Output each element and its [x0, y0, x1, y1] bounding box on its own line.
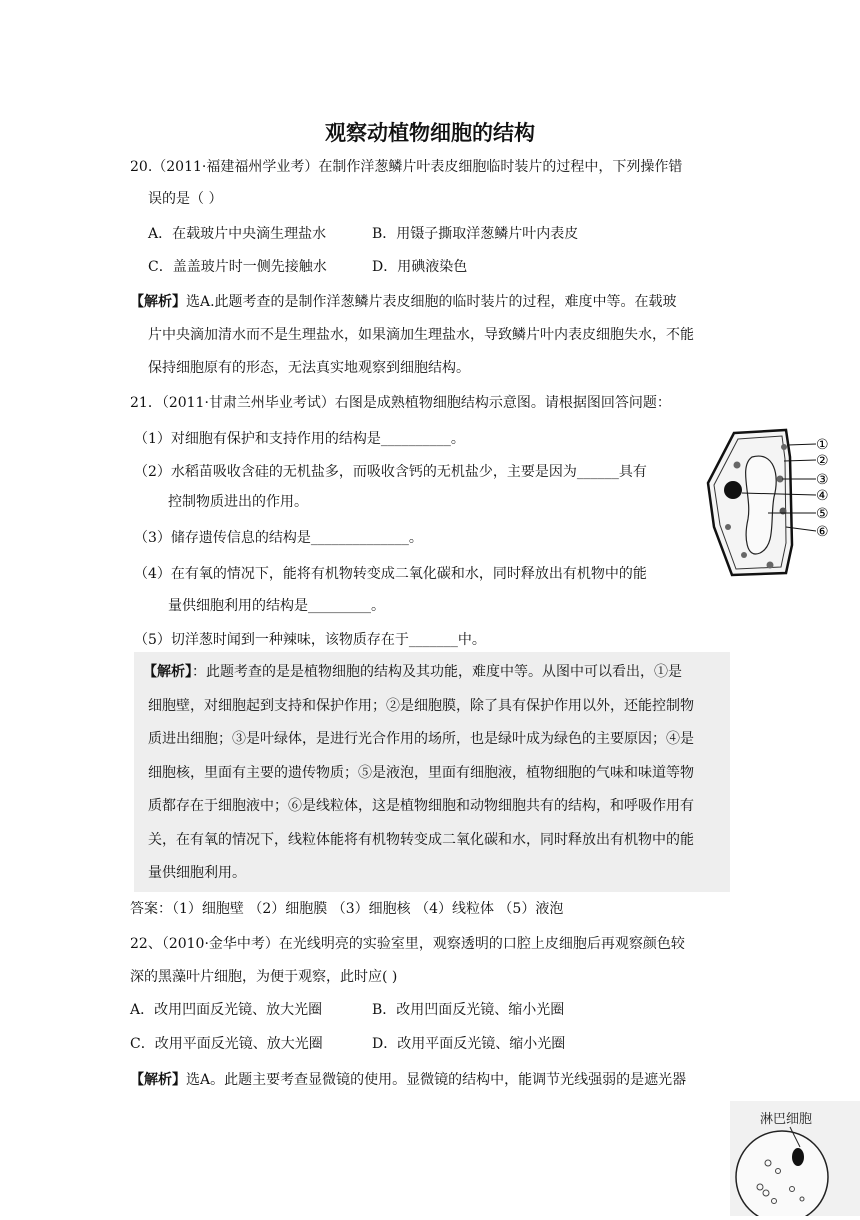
- page-title: 观察动植物细胞的结构: [325, 121, 535, 145]
- figure-label-5: ⑤: [816, 506, 829, 522]
- q21-explanation-line7: 量供细胞利用。: [148, 865, 246, 881]
- q20-option-c: C．盖盖玻片时一侧先接触水: [148, 259, 327, 275]
- q20-stem-line1: 20.（2011·福建福州学业考）在制作洋葱鳞片叶表皮细胞临时装片的过程中，下列操作错: [130, 159, 683, 175]
- q21-subquestion-2a: （2）水稻苗吸收含硅的无机盐多，而吸收含钙的无机盐少，主要是因为______具有: [134, 464, 647, 480]
- q20-explanation-line2: 片中央滴加清水而不是生理盐水，如果滴加生理盐水，导致鳞片叶内表皮细胞失水，不能: [148, 327, 694, 343]
- figure-label-1: ①: [816, 437, 829, 453]
- q21-subquestion-5: （5）切洋葱时闻到一种辣味，该物质存在于_______中。: [134, 632, 486, 648]
- plant-cell-illustration: [704, 427, 844, 577]
- q22-stem-line1: 22、（2010·金华中考）在光线明亮的实验室里，观察透明的口腔上皮细胞后再观察颜色较: [130, 936, 685, 952]
- q22-option-a: A．改用凹面反光镜、放大光圈: [130, 1002, 323, 1018]
- q21-subquestion-1: （1）对细胞有保护和支持作用的结构是__________。: [134, 431, 465, 447]
- q22-explanation-tag: 【解析】: [130, 1072, 186, 1088]
- figure-label-6: ⑥: [816, 524, 829, 540]
- lymphocyte-illustration: [730, 1101, 860, 1216]
- q20-explanation-text: 选A.此题考查的是制作洋葱鳞片表皮细胞的临时装片的过程，难度中等。在载玻: [186, 294, 677, 310]
- q20-option-a: A．在载玻片中央滴生理盐水: [148, 226, 327, 242]
- figure-label-2: ②: [816, 453, 829, 469]
- q21-explanation-tag: 【解析】: [143, 664, 192, 680]
- plant-cell-diagram: [704, 427, 844, 577]
- q21-stem: 21．（2011·甘肃兰州毕业考试）右图是成熟植物细胞结构示意图。请根据图回答问题：: [130, 395, 671, 411]
- q21-explanation-line3: 质进出细胞；③是叶绿体，是进行光合作用的场所，也是绿叶成为绿色的主要原因；④是: [148, 731, 694, 747]
- q22-option-d: D．改用平面反光镜、缩小光圈: [372, 1036, 566, 1052]
- q20-option-d: D．用碘液染色: [372, 259, 468, 275]
- q21-explanation-line5: 质都存在于细胞液中；⑥是线粒体，这是植物细胞和动物细胞共有的结构，和呼吸作用有: [148, 798, 694, 814]
- q21-answer: 答案：（1）细胞壁 （2）细胞膜 （3）细胞核 （4）线粒体 （5）液泡: [130, 901, 564, 917]
- q21-subquestion-3: （3）储存遗传信息的结构是______________。: [134, 530, 423, 546]
- q20-stem-line2: 误的是（ ）: [148, 191, 223, 207]
- q22-option-c: C．改用平面反光镜、放大光圈: [130, 1036, 323, 1052]
- q21-explanation-line2: 细胞壁，对细胞起到支持和保护作用；②是细胞膜，除了具有保护作用以外，还能控制物: [148, 698, 694, 714]
- q22-option-b: B．改用凹面反光镜、缩小光圈: [372, 1002, 565, 1018]
- q20-explanation-tag: 【解析】: [130, 294, 186, 310]
- q21-subquestion-4b: 量供细胞利用的结构是_________。: [168, 598, 385, 614]
- q22-explanation-text: 选A。此题主要考查显微镜的使用。显微镜的结构中，能调节光线强弱的是遮光器: [186, 1072, 687, 1088]
- q21-explanation-line1: [143, 662, 682, 682]
- q20-explanation-line1: [130, 292, 677, 312]
- q22-stem-line2: 深的黑藻叶片细胞，为便于观察，此时应( ): [130, 969, 398, 985]
- figure-label-3: ③: [816, 472, 829, 488]
- q22-explanation-line1: [130, 1070, 686, 1090]
- q21-explanation-line6: 关，在有氧的情况下，线粒体能将有机物转变成二氧化碳和水，同时释放出有机物中的能: [148, 832, 694, 848]
- q21-subquestion-2b: 控制物质进出的作用。: [168, 494, 308, 510]
- lymphocyte-figure: [730, 1101, 860, 1216]
- lymphocyte-label: 淋巴细胞: [760, 1112, 813, 1127]
- figure-label-4: ④: [816, 488, 829, 504]
- q21-explanation-line4: 细胞核，里面有主要的遗传物质；⑤是液泡，里面有细胞液，植物细胞的气味和味道等物: [148, 765, 694, 781]
- q21-explanation-text: ：此题考查的是是植物细胞的结构及其功能，难度中等。从图中可以看出，①是: [192, 664, 682, 680]
- q20-explanation-line3: 保持细胞原有的形态，无法真实地观察到细胞结构。: [148, 360, 470, 376]
- q20-option-b: B．用镊子撕取洋葱鳞片叶内表皮: [372, 226, 579, 242]
- q21-subquestion-4a: （4）在有氧的情况下，能将有机物转变成二氧化碳和水，同时释放出有机物中的能: [134, 566, 647, 582]
